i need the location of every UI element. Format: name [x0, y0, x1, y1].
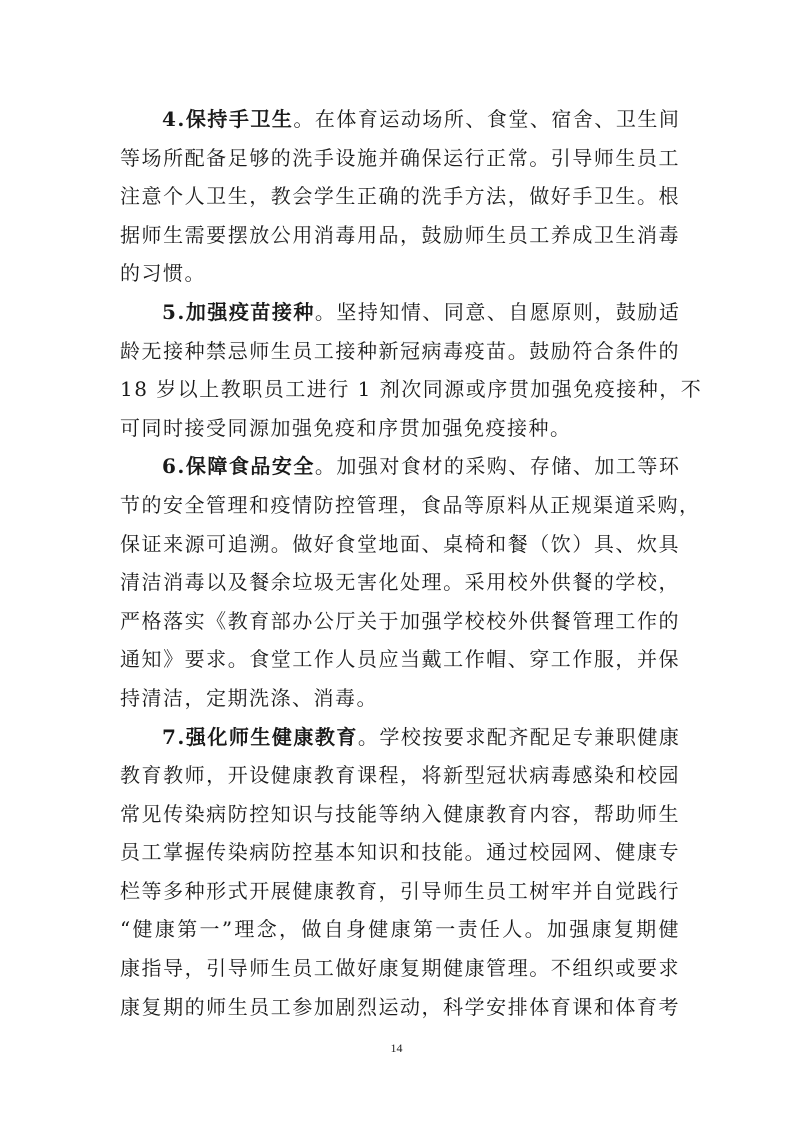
- paragraph-line: [120, 293, 680, 332]
- paragraph-line: 注意个人卫生，教会学生正确的洗手方法，做好手卫生。根: [120, 184, 680, 209]
- paragraph-line: 清洁消毒以及餐余垃圾无害化处理。采用校外供餐的学校，: [120, 570, 680, 595]
- paragraph-line: 等场所配备足够的洗手设施并确保运行正常。引导师生员工: [120, 145, 680, 170]
- paragraph-text: 。在体育运动场所、食堂、宿舍、卫生间: [293, 107, 681, 131]
- paragraph-text: 。坚持知情、同意、自愿原则，鼓励适: [314, 299, 681, 324]
- paragraph-line: [120, 100, 680, 139]
- paragraph-line: 保证来源可追溯。做好食堂地面、桌椅和餐（饮）具、炊具: [120, 531, 680, 556]
- paragraph-text: 。加强对食材的采购、存储、加工等环: [314, 454, 681, 479]
- paragraph-line: 教育教师，开设健康教育课程，将新型冠状病毒感染和校园: [120, 763, 680, 788]
- paragraph-line: 康复期的师生员工参加剧烈运动，科学安排体育课和体育考: [120, 994, 680, 1019]
- body-text: [120, 100, 703, 1026]
- page-number: 14: [390, 1041, 403, 1055]
- section-heading-health-education: 7.强化师生健康教育: [162, 724, 358, 749]
- section-heading-hand-hygiene: 4.保持手卫生: [162, 107, 294, 131]
- paragraph-line: [120, 447, 680, 486]
- paragraph-line: 持清洁，定期洗涤、消毒。: [120, 685, 378, 710]
- paragraph-line: 据师生需要摆放公用消毒用品，鼓励师生员工养成卫生消毒: [120, 222, 680, 247]
- paragraph-line: 龄无接种禁忌师生员工接种新冠病毒疫苗。鼓励符合条件的: [120, 338, 680, 363]
- paragraph-line: 节的安全管理和疫情防控管理，食品等原料从正规渠道采购，: [120, 492, 701, 517]
- paragraph-line: 员工掌握传染病防控基本知识和技能。通过校园网、健康专: [120, 840, 680, 865]
- paragraph-line: 可同时接受同源加强免疫和序贯加强免疫接种。: [120, 415, 572, 440]
- paragraph-line: 栏等多种形式开展健康教育，引导师生员工树牢并自觉践行: [120, 878, 680, 903]
- section-heading-vaccination: 5.加强疫苗接种: [162, 299, 315, 324]
- section-heading-food-safety: 6.保障食品安全: [162, 454, 315, 479]
- paragraph-line: 严格落实《教育部办公厅关于加强学校校外供餐管理工作的: [120, 608, 680, 633]
- paragraph-line: “健康第一”理念，做自身健康第一责任人。加强康复期健: [120, 917, 680, 942]
- paragraph-text: 。学校按要求配齐配足专兼职健康: [357, 724, 681, 749]
- paragraph-line: 通知》要求。食堂工作人员应当戴工作帽、穿工作服，并保: [120, 647, 680, 672]
- paragraph-line: 常见传染病防控知识与技能等纳入健康教育内容，帮助师生: [120, 801, 680, 826]
- paragraph-line: 18 岁以上教职员工进行 1 剂次同源或序贯加强免疫接种，不: [120, 377, 703, 402]
- paragraph-line: 康指导，引导师生员工做好康复期健康管理。不组织或要求: [120, 956, 680, 981]
- paragraph-line: [120, 718, 680, 757]
- paragraph-line: 的习惯。: [120, 261, 206, 286]
